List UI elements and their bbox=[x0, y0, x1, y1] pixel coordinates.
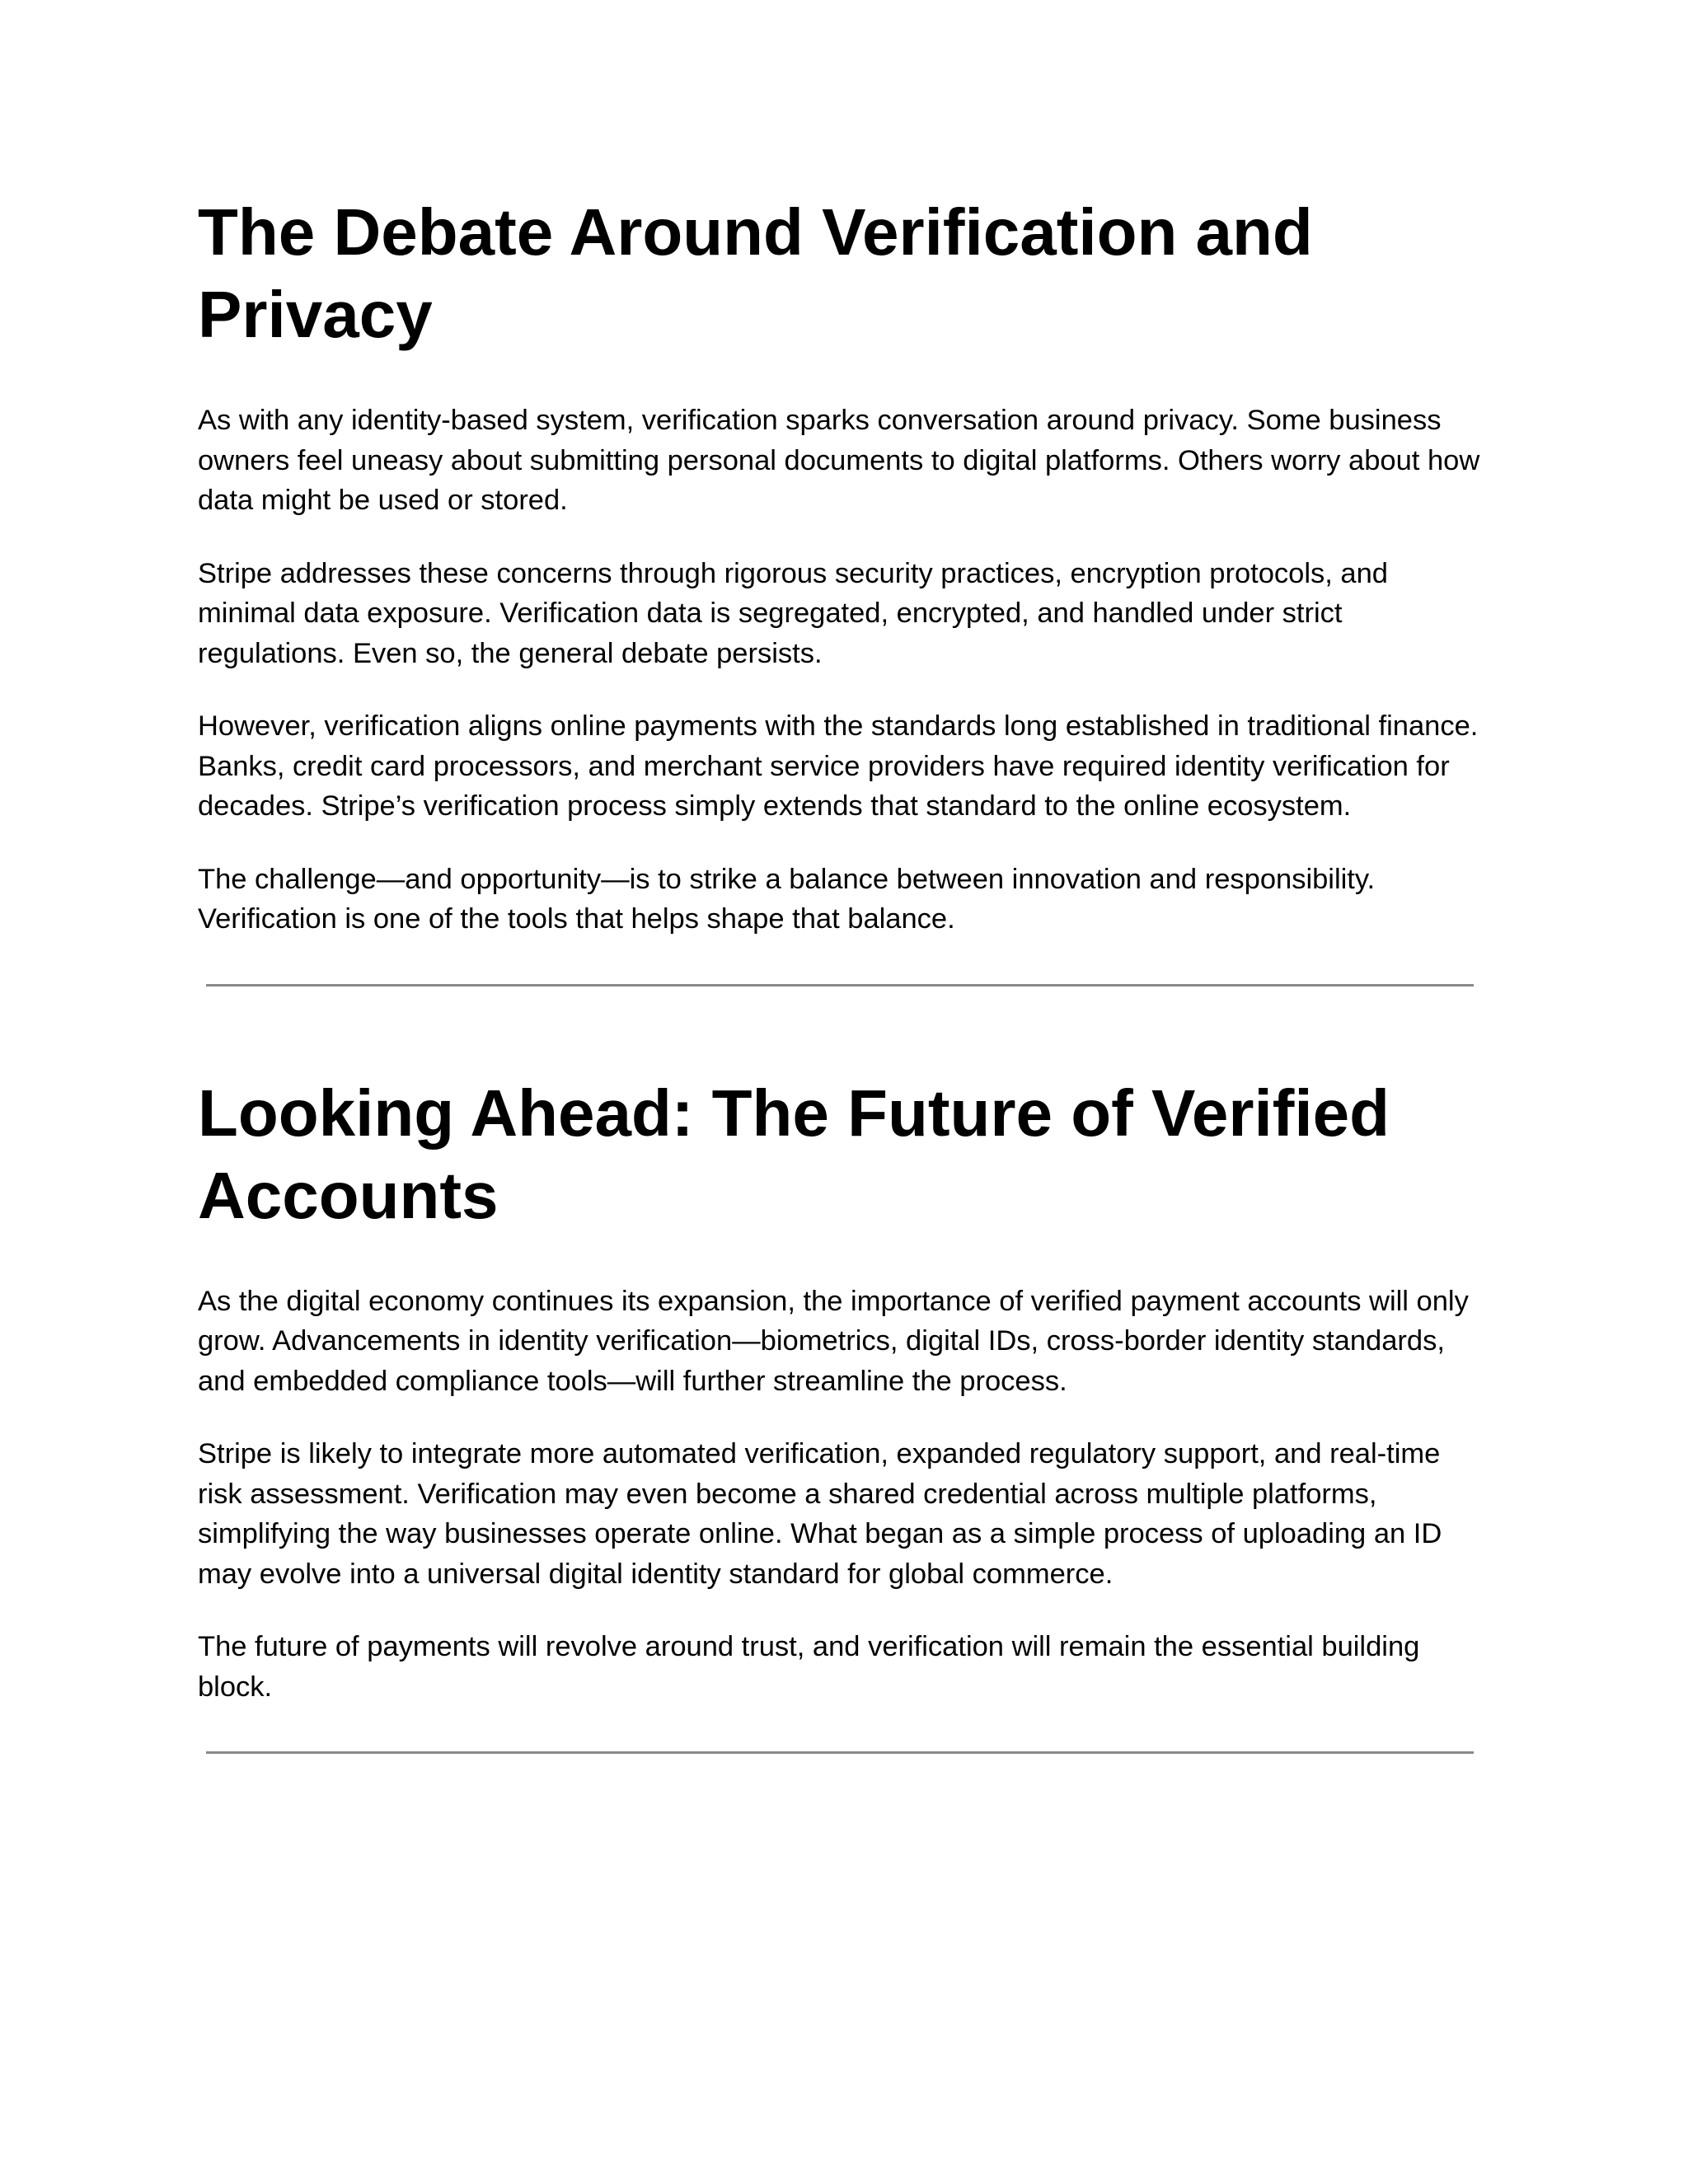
paragraph: The challenge—and opportunity—is to strike a balance between innovation and responsibility. Verification is one of the tools that helps shape that balance. bbox=[198, 863, 1376, 935]
section-verification-privacy bbox=[198, 191, 1484, 940]
paragraph: However, verification aligns online payments with the standards long established in traditional finance. Banks, credit card processors, and merchant service providers have required identity verification for decades. Stripe’s verification process simply extends that standard to the online ecosystem. bbox=[198, 710, 1479, 822]
paragraph: Stripe addresses these concerns through rigorous security practices, encryption protocols, and minimal data exposure. Verification data is segregated, encrypted, and handled under strict regulations. Even so, the general debate persists. bbox=[198, 557, 1388, 669]
paragraph: The future of payments will revolve around trust, and verification will remain the essential building block. bbox=[198, 1631, 1420, 1703]
section-heading: The Debate Around Verification and Privacy bbox=[198, 195, 1313, 351]
document-page bbox=[198, 191, 1484, 1760]
paragraph: As with any identity-based system, verification sparks conversation around privacy. Some business owners feel uneasy about submitting personal documents to digital platforms. Others worry about how data might be used or stored. bbox=[198, 405, 1480, 516]
section-heading: Looking Ahead: The Future of Verified Accounts bbox=[198, 1076, 1390, 1232]
horizontal-divider bbox=[206, 1751, 1474, 1754]
paragraph: As the digital economy continues its expansion, the importance of verified payment accounts will only grow. Advancements in identity verification—biometrics, digital IDs, cross-border identity standards, and embedded compliance tools—will further streamline the process. bbox=[198, 1285, 1469, 1397]
section-future-verified-accounts bbox=[198, 1072, 1484, 1708]
horizontal-divider bbox=[206, 984, 1474, 987]
paragraph: Stripe is likely to integrate more automated verification, expanded regulatory support, and real-time risk assessment. Verification may even become a shared credential across multiple platforms, simplifying the way businesses operate online. What began as a simple process of uploading an ID may evolve into a universal digital identity standard for global commerce. bbox=[198, 1438, 1442, 1590]
